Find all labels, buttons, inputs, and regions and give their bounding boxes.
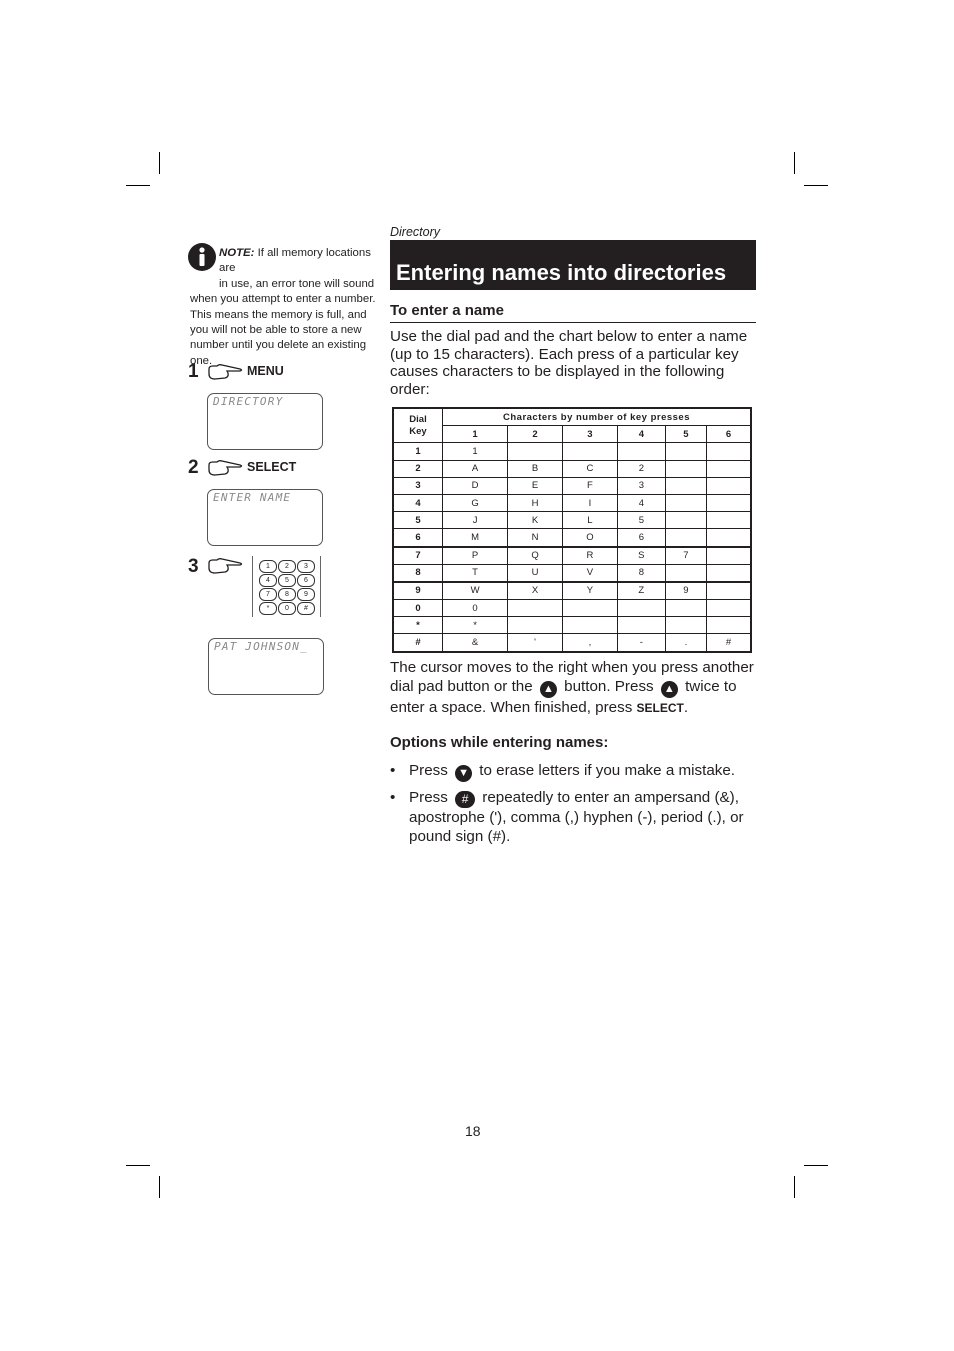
keypad-key-8: 8 <box>278 588 296 601</box>
character-cell: A <box>443 460 508 477</box>
dial-key-cell: # <box>393 634 443 652</box>
table-row <box>393 582 751 600</box>
character-cell: X <box>508 582 563 600</box>
dial-key-cell: 5 <box>393 512 443 529</box>
character-cell: 8 <box>617 564 665 582</box>
character-cell <box>563 617 618 634</box>
character-cell <box>706 600 751 617</box>
note-lead: NOTE: <box>219 247 255 259</box>
character-cell: & <box>443 634 508 652</box>
character-cell: N <box>508 529 563 547</box>
table-row <box>393 477 751 494</box>
character-cell: Y <box>563 582 618 600</box>
character-cell: P <box>443 547 508 565</box>
character-cell <box>706 617 751 634</box>
character-cell: C <box>563 460 618 477</box>
dial-key-cell: 2 <box>393 460 443 477</box>
pound-button-icon: # <box>455 791 475 808</box>
character-cell <box>508 600 563 617</box>
character-cell <box>508 443 563 460</box>
character-cell: M <box>443 529 508 547</box>
select-key-text: SELECT <box>636 701 684 716</box>
character-cell <box>665 600 706 617</box>
character-cell: L <box>563 512 618 529</box>
cursor-text-1: The cursor moves to the right when you press another dial pad button or the <box>390 659 754 696</box>
dial-key-cell: 9 <box>393 582 443 600</box>
character-cell: Z <box>617 582 665 600</box>
character-cell <box>706 460 751 477</box>
crop-mark <box>126 1165 150 1166</box>
character-cell <box>706 547 751 565</box>
character-cell <box>706 564 751 582</box>
presses-header: Characters by number of key presses <box>443 408 752 426</box>
page-title: Entering names into directories <box>396 260 727 285</box>
character-cell: V <box>563 564 618 582</box>
crop-mark <box>159 1176 160 1198</box>
character-cell <box>706 529 751 547</box>
bullet-1-text-2: to erase letters if you make a mistake. <box>475 762 736 779</box>
pointing-hand-icon <box>207 363 243 383</box>
character-cell: # <box>706 634 751 652</box>
lcd-text: DIRECTORY <box>213 395 284 408</box>
dial-key-cell: 6 <box>393 529 443 547</box>
character-cell: K <box>508 512 563 529</box>
press-count-header: 5 <box>665 426 706 443</box>
up-arrow-button-icon: ▲ <box>540 681 557 698</box>
character-cell: D <box>443 477 508 494</box>
cursor-text-2: button. Press <box>559 678 658 696</box>
character-cell: H <box>508 494 563 511</box>
dial-keypad <box>252 556 321 617</box>
press-count-header: 1 <box>443 426 508 443</box>
pointing-hand-icon <box>207 557 243 577</box>
press-count-header: 3 <box>563 426 618 443</box>
cursor-text-3: twice to enter a space. When finished, press <box>390 678 737 717</box>
character-cell: Q <box>508 547 563 565</box>
character-cell: 7 <box>665 547 706 565</box>
character-cell: E <box>508 477 563 494</box>
character-cell: 2 <box>617 460 665 477</box>
keypad-key-0: 0 <box>278 602 296 615</box>
keypad-key-4: 4 <box>259 574 277 587</box>
press-count-header: 6 <box>706 426 751 443</box>
character-cell <box>665 617 706 634</box>
step-2-number: 2 <box>188 457 199 478</box>
character-cell <box>665 512 706 529</box>
table-row <box>393 564 751 582</box>
character-cell <box>706 443 751 460</box>
bullet-dot: • <box>390 762 396 779</box>
table-row <box>393 443 751 460</box>
dial-key-cell: 7 <box>393 547 443 565</box>
character-cell: 0 <box>443 600 508 617</box>
crop-mark <box>159 152 160 174</box>
menu-key-label: MENU <box>247 364 284 378</box>
crop-mark <box>794 152 795 174</box>
character-cell <box>665 494 706 511</box>
select-key-label: SELECT <box>247 460 297 474</box>
character-cell: W <box>443 582 508 600</box>
character-cell: 6 <box>617 529 665 547</box>
lcd-screen-name-entry <box>208 638 324 695</box>
note-line-1: If all memory locations are <box>219 247 371 275</box>
table-row <box>393 547 751 565</box>
lcd-text: ENTER NAME <box>213 491 292 504</box>
character-cell: 3 <box>617 477 665 494</box>
press-count-header: 2 <box>508 426 563 443</box>
character-cell: . <box>665 634 706 652</box>
character-cell: I <box>563 494 618 511</box>
crop-mark <box>794 1176 795 1198</box>
character-cell <box>706 512 751 529</box>
dial-key-cell: 3 <box>393 477 443 494</box>
keypad-key-7: 7 <box>259 588 277 601</box>
table-row <box>393 494 751 511</box>
intro-paragraph: Use the dial pad and the chart below to enter a name (up to 15 characters). Each press of a particular key causes characters to be displayed in the following order: <box>390 328 748 398</box>
character-cell: ' <box>508 634 563 652</box>
character-cell: B <box>508 460 563 477</box>
options-heading: Options while entering names: <box>390 734 609 751</box>
character-cell <box>563 600 618 617</box>
character-cell <box>563 443 618 460</box>
crop-mark <box>126 185 150 186</box>
character-cell: O <box>563 529 618 547</box>
character-cell <box>617 443 665 460</box>
character-cell: F <box>563 477 618 494</box>
table-row <box>393 460 751 477</box>
memory-full-note <box>190 246 382 369</box>
character-cell <box>508 617 563 634</box>
keypad-key-star: * <box>259 602 277 615</box>
section-label: Directory <box>390 225 441 239</box>
page-number: 18 <box>465 1123 481 1139</box>
character-cell <box>617 617 665 634</box>
character-cell <box>617 600 665 617</box>
character-cell: , <box>563 634 618 652</box>
down-arrow-button-icon: ▼ <box>455 765 472 782</box>
bullet-2-text-1: Press <box>409 789 453 806</box>
character-cell: U <box>508 564 563 582</box>
character-cell: J <box>443 512 508 529</box>
cursor-paragraph <box>390 658 758 719</box>
dial-key-header-line-2: Key <box>409 425 427 437</box>
dial-key-cell: 8 <box>393 564 443 582</box>
character-cell: 5 <box>617 512 665 529</box>
character-cell <box>665 529 706 547</box>
bullet-1-text-1: Press <box>409 762 453 779</box>
keypad-key-9: 9 <box>297 588 315 601</box>
note-line-2: in use, an error tone will sound <box>219 277 375 290</box>
dial-key-cell: 0 <box>393 600 443 617</box>
character-cell: * <box>443 617 508 634</box>
up-arrow-button-icon: ▲ <box>661 681 678 698</box>
keypad-key-pound: # <box>297 602 315 615</box>
crop-mark <box>804 185 828 186</box>
character-cell: R <box>563 547 618 565</box>
dial-key-header <box>393 408 443 443</box>
keypad-key-6: 6 <box>297 574 315 587</box>
bullet-2-text-2: repeatedly to enter an ampersand (&), apostrophe ('), comma (,) hyphen (-), period (.), or pound sign (#). <box>409 789 744 846</box>
keypad-key-2: 2 <box>278 560 296 573</box>
character-cell: 9 <box>665 582 706 600</box>
character-chart <box>392 407 752 653</box>
character-cell: G <box>443 494 508 511</box>
cursor-text-4: . <box>683 699 689 717</box>
bullet-dot: • <box>390 789 396 806</box>
character-cell: T <box>443 564 508 582</box>
dial-key-header-line-1: Dial <box>409 413 427 425</box>
divider <box>390 322 756 323</box>
press-count-header: 4 <box>617 426 665 443</box>
pointing-hand-icon <box>207 459 243 479</box>
character-cell <box>665 564 706 582</box>
keypad-key-5: 5 <box>278 574 296 587</box>
lcd-text: PAT JOHNSON_ <box>214 640 308 653</box>
keypad-key-3: 3 <box>297 560 315 573</box>
step-1-number: 1 <box>188 361 199 382</box>
character-cell <box>706 582 751 600</box>
step-3-number: 3 <box>188 556 199 577</box>
lcd-screen-directory <box>207 393 323 450</box>
dial-key-cell: 4 <box>393 494 443 511</box>
dial-key-cell: 1 <box>393 443 443 460</box>
lcd-screen-enter-name <box>207 489 323 546</box>
keypad-key-1: 1 <box>259 560 277 573</box>
note-rest: when you attempt to enter a number. This means the memory is full, and you will not be able to store a new number until you delete an existing one. <box>190 293 376 367</box>
table-row <box>393 529 751 547</box>
character-cell: 1 <box>443 443 508 460</box>
table-row <box>393 512 751 529</box>
character-cell: 4 <box>617 494 665 511</box>
dial-key-cell: * <box>393 617 443 634</box>
subheading-to-enter-name: To enter a name <box>390 302 504 319</box>
character-cell <box>706 477 751 494</box>
table-row <box>393 634 751 652</box>
character-cell <box>665 443 706 460</box>
crop-mark <box>804 1165 828 1166</box>
table-row <box>393 617 751 634</box>
character-cell <box>665 477 706 494</box>
character-cell <box>706 494 751 511</box>
table-row <box>393 600 751 617</box>
character-cell: S <box>617 547 665 565</box>
character-cell <box>665 460 706 477</box>
character-cell: - <box>617 634 665 652</box>
